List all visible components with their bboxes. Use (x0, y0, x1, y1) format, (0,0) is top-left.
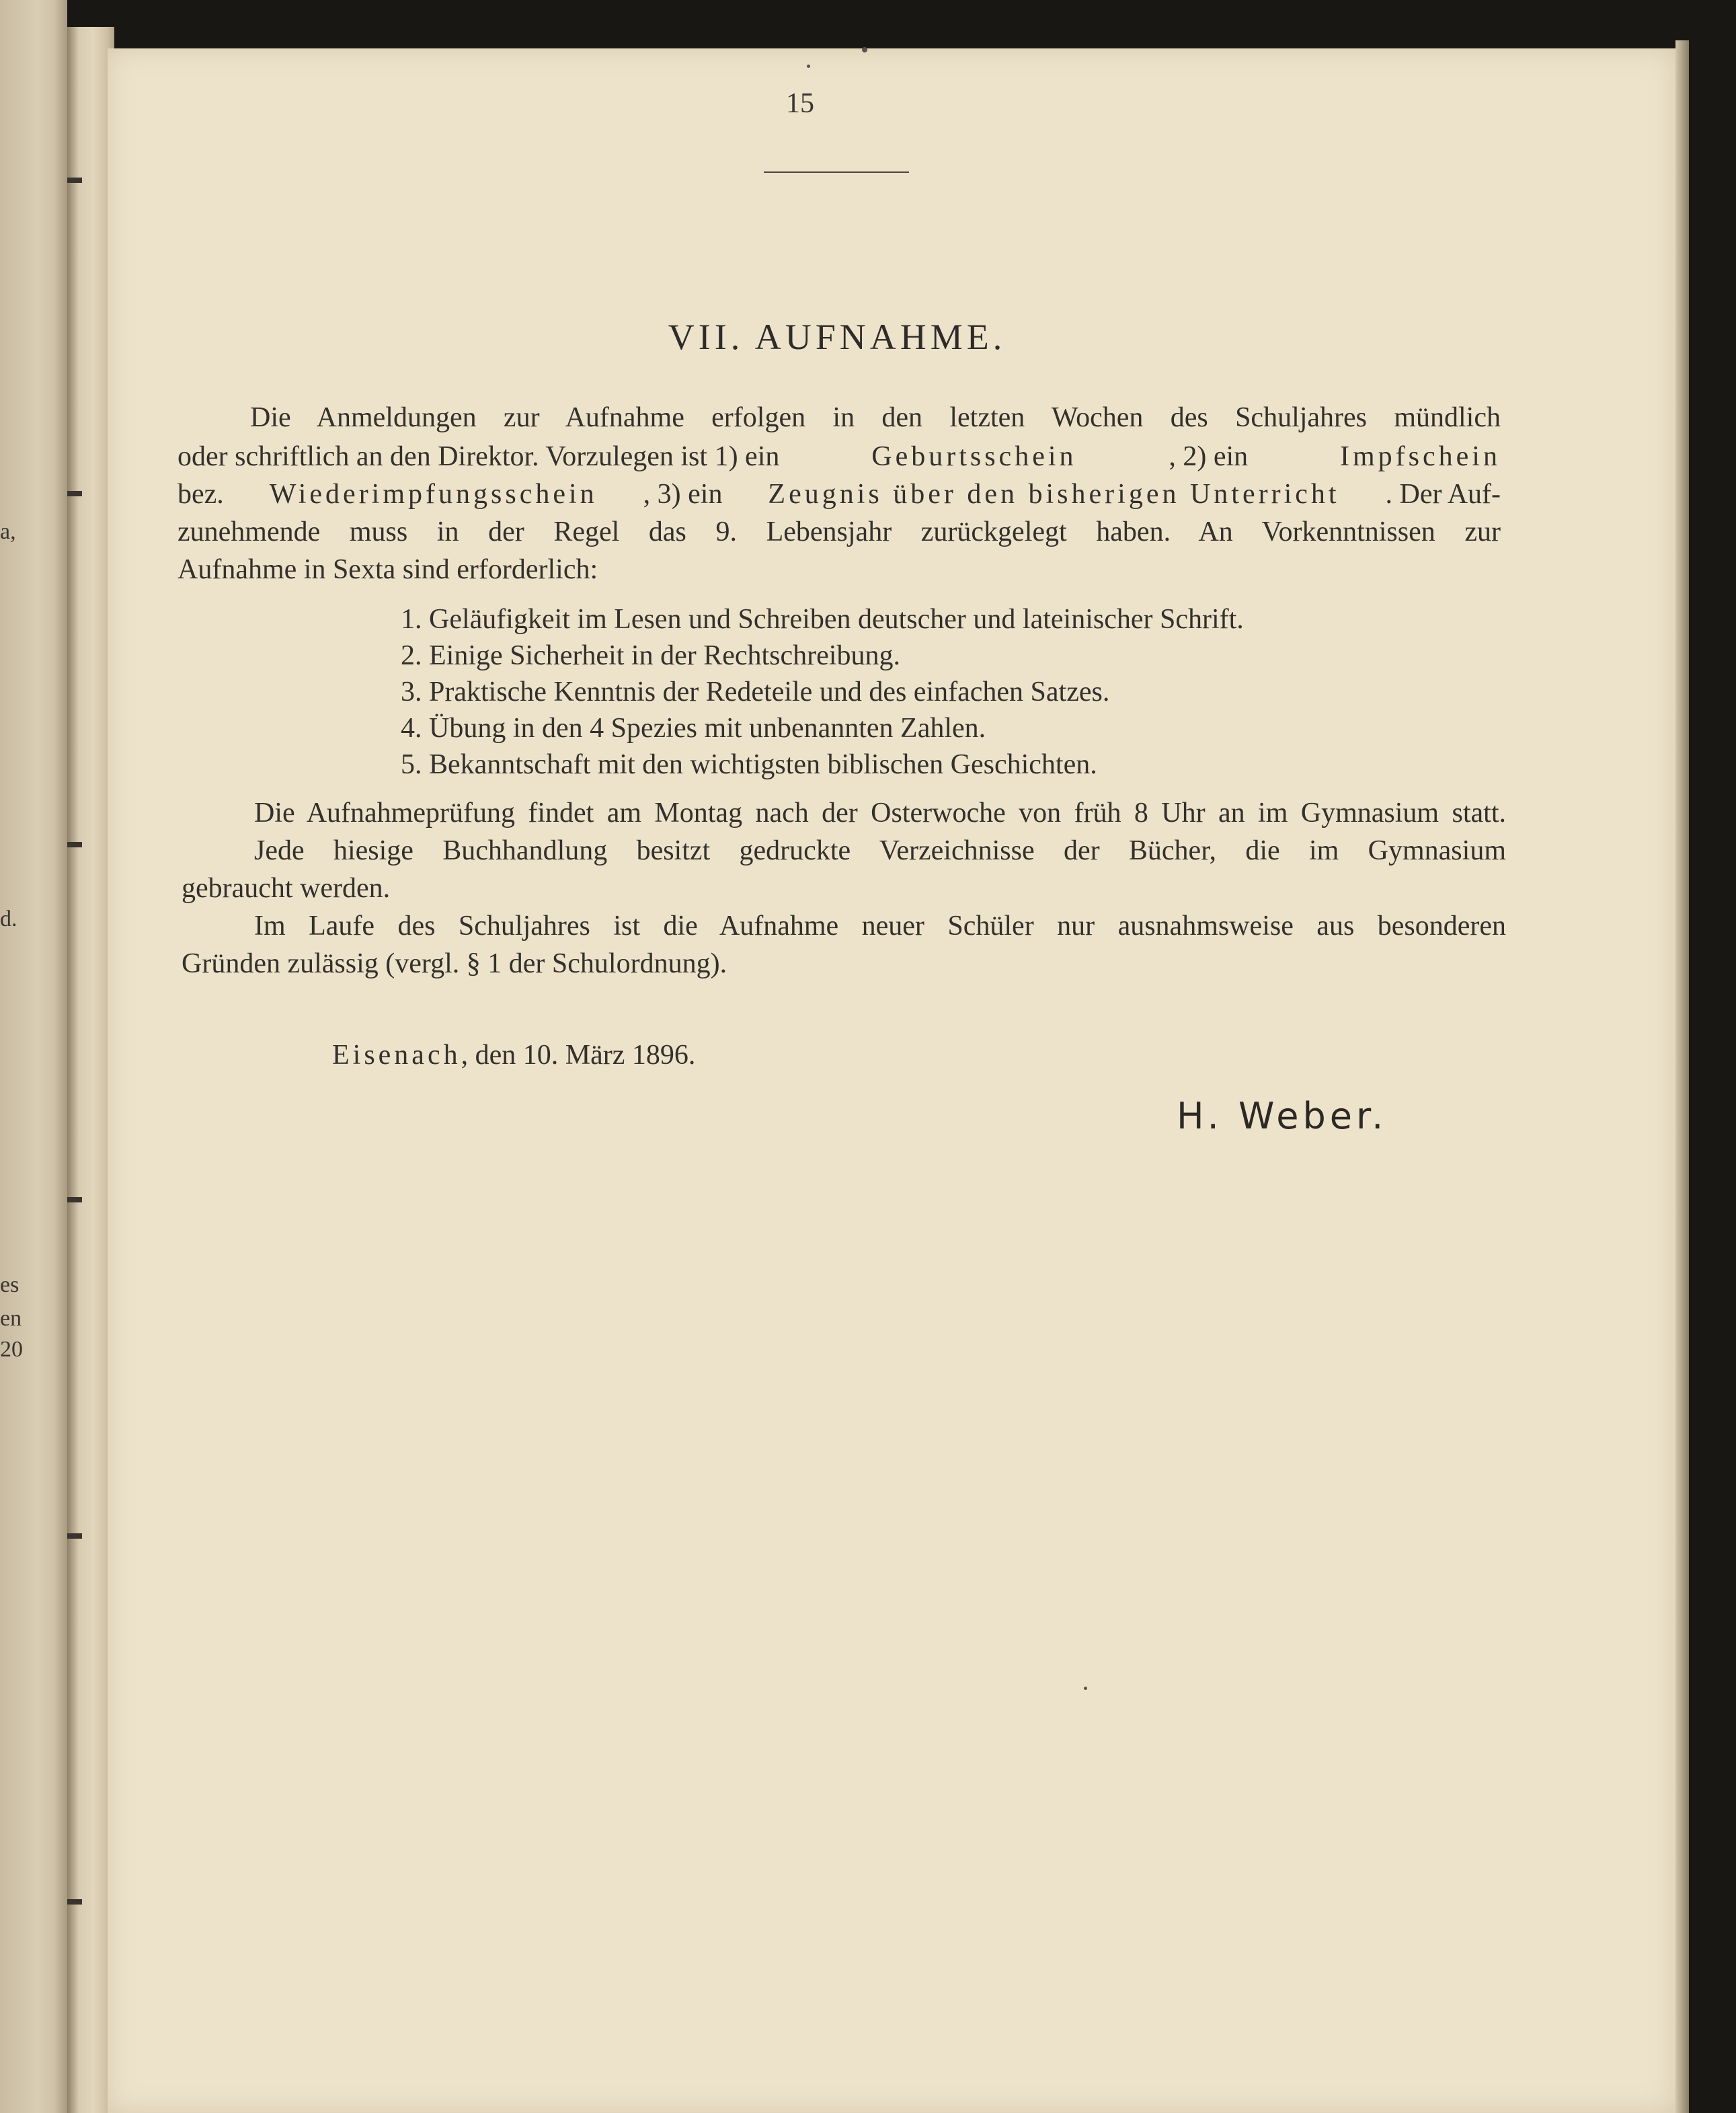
school-year-line-2: Gründen zulässig (vergl. § 1 der Schulordnung). (182, 948, 727, 979)
intro-line-5: Aufnahme in Sexta sind erforderlich: (177, 554, 598, 585)
previous-page-fragment: 20 (0, 1337, 23, 1362)
binding-mark (67, 1197, 82, 1202)
page-number: 15 (786, 88, 814, 119)
signature: H. Weber. (1177, 1095, 1388, 1137)
previous-page-fragment: d. (0, 907, 17, 931)
section-title: VII. AUFNAHME. (668, 317, 1007, 357)
place-date-line (332, 1041, 695, 1069)
document-page (108, 48, 1675, 2113)
intro-line-3-text: bez. (177, 479, 224, 510)
intro-line-2 (177, 443, 1501, 471)
intro-line-4: zunehmende muss in der Regel das 9. Lebensjahr zurückgelegt haben. An Vorkenntnissen zur (177, 516, 1501, 547)
previous-page-fragment: en (0, 1306, 22, 1331)
requirement-item: 5. Bekanntschaft mit den wichtigsten biblischen Geschichten. (401, 749, 1097, 780)
books-line-1: Jede hiesige Buchhandlung besitzt gedruckte Verzeichnisse der Bücher, die im Gymnasium (254, 835, 1506, 866)
intro-line-3-text: . Der Auf- (1385, 479, 1501, 510)
previous-page-fragment: a, (0, 519, 16, 544)
intro-line-3 (177, 480, 1501, 508)
place-name: Eisenach (332, 1040, 461, 1071)
school-year-line-1: Im Laufe des Schuljahres ist die Aufnahme neuer Schüler nur ausnahmsweise aus besonderen (254, 911, 1506, 942)
requirement-item: 2. Einige Sicherheit in der Rechtschreibung. (401, 640, 900, 671)
intro-line-2-text: , 2) ein (1169, 441, 1249, 472)
report-card-term: Zeugnis über den bisherigen Unterricht (768, 479, 1340, 510)
dust-speck (862, 47, 867, 52)
birth-certificate-term: Geburtsschein (871, 441, 1077, 472)
requirement-item: 4. Übung in den 4 Spezies mit unbenannten Zahlen. (401, 713, 986, 744)
binding-mark (67, 178, 82, 183)
books-line-2: gebraucht werden. (182, 873, 391, 904)
dust-speck (1084, 1687, 1087, 1690)
date-text: , den 10. März 1896. (461, 1040, 696, 1071)
binding-mark (67, 842, 82, 847)
dust-speck (807, 65, 810, 68)
exam-paragraph: Die Aufnahmeprüfung findet am Montag nach der Osterwoche von früh 8 Uhr an im Gymnasium statt. (254, 798, 1506, 829)
binding-mark (67, 1533, 82, 1539)
revaccination-certificate-term: Wiederimpfungsschein (269, 479, 598, 510)
intro-line-2-text: oder schriftlich an den Direktor. Vorzulegen ist 1) ein (177, 441, 780, 472)
requirement-item: 1. Geläufigkeit im Lesen und Schreiben deutscher und lateinischer Schrift. (401, 604, 1244, 635)
page-number-rule (764, 171, 909, 173)
requirement-item: 3. Praktische Kenntnis der Redeteile und des einfachen Satzes. (401, 677, 1110, 707)
binding-mark (67, 1899, 82, 1905)
previous-page-fragment: es (0, 1272, 19, 1297)
binding-mark (67, 491, 82, 496)
page-edge-shadow (1675, 40, 1689, 2113)
intro-line-3-text: , 3) ein (643, 479, 723, 510)
vaccination-certificate-term: Impfschein (1340, 441, 1501, 472)
intro-line-1: Die Anmeldungen zur Aufnahme erfolgen in den letzten Wochen des Schuljahres mündlich (250, 402, 1501, 433)
